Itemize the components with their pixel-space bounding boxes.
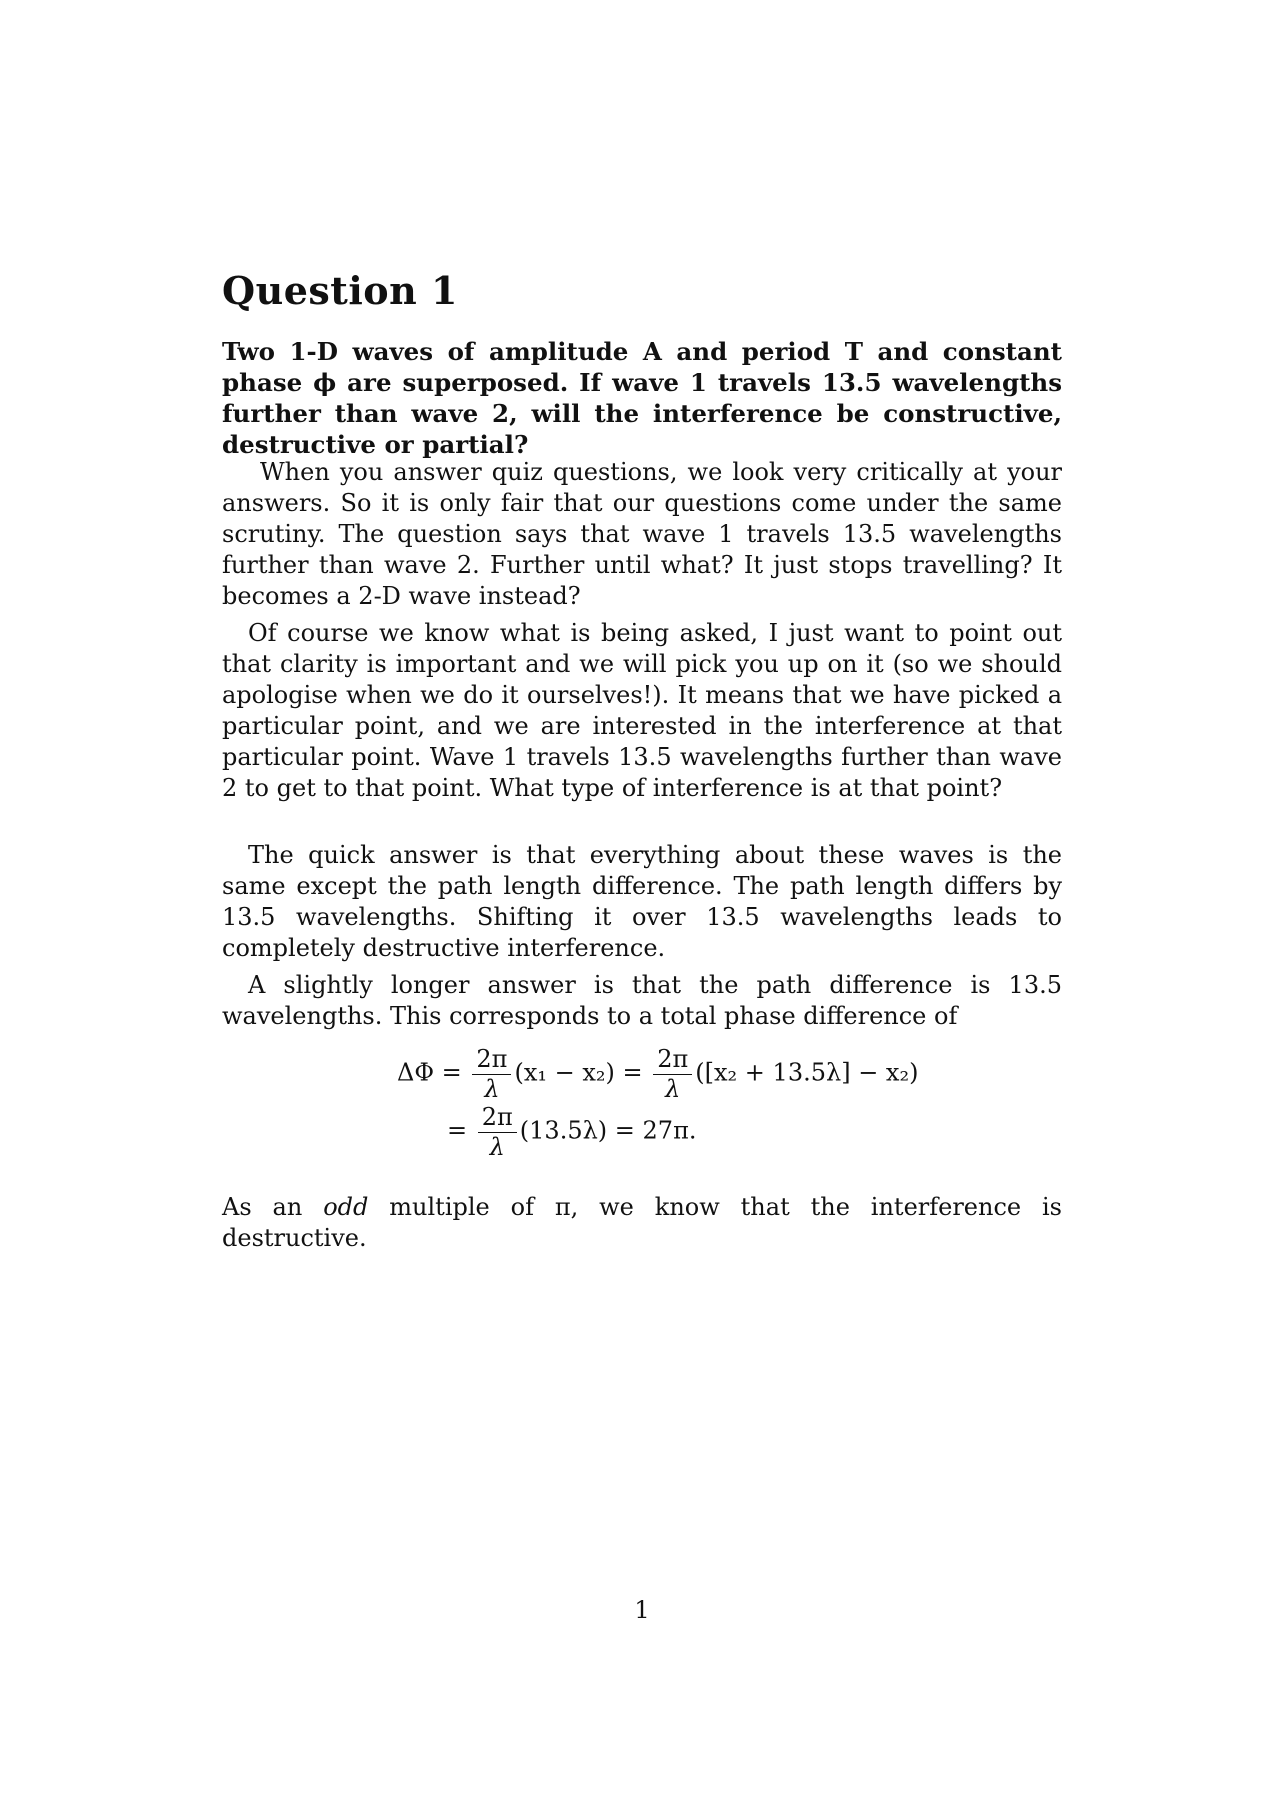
paragraph-clarity: Of course we know what is being asked, I just want to point out that clarity is important and we will pick you up on it (so we should apologise when we do it ourselves!). It means that we have picked a particular point, and we are interested in the interference at that particular point. Wave 1 travels 13.5 wavelengths further than wave 2 to get to that point. What type of interference is at that point? bbox=[222, 619, 1062, 802]
fraction-two-pi-over-lambda: $\frac{2\pi}{\lambda}$ bbox=[478, 1104, 517, 1160]
paragraph-longer-answer: A slightly longer answer is that the path difference is 13.5 wavelengths. This corresponds to a total phase difference of bbox=[222, 971, 1062, 1030]
equation-result: (13.5λ) = 27π. bbox=[519, 1116, 697, 1145]
paragraph-conclusion: As an odd multiple of π, we know that the interference is destructive. bbox=[222, 1193, 1062, 1252]
phase-difference-equation bbox=[222, 1046, 1062, 1176]
page-number: 1 bbox=[634, 1596, 650, 1624]
equation-term-x1-minus-x2: (x₁ − x₂) bbox=[514, 1058, 615, 1087]
fraction-two-pi-over-lambda: $\frac{2\pi}{\lambda}$ bbox=[653, 1046, 692, 1102]
equation-lhs: ΔΦ bbox=[397, 1058, 435, 1087]
equation-line-2: = $\frac{2\pi}{\lambda}$ (13.5λ) = 27π. bbox=[447, 1103, 697, 1161]
equation-line-1: ΔΦ = $\frac{2\pi}{\lambda}$ (x₁ − x₂) = $\frac{2\pi}{\lambda}$ ([x₂ + 13.5λ] − x₂) bbox=[397, 1045, 919, 1103]
fraction-two-pi-over-lambda: $\frac{2\pi}{\lambda}$ bbox=[472, 1046, 511, 1102]
question-statement: Two 1-D waves of amplitude A and period T and constant phase ϕ are superposed. If wave 1 travels 13.5 wavelengths further than wave 2, will the interference be constructive, destructive or partial? bbox=[222, 337, 1062, 459]
question-title: Question 1 bbox=[222, 268, 458, 313]
paragraph-quick-answer: The quick answer is that everything about these waves is the same except the path length difference. The path length differs by 13.5 wavelengths. Shifting it over 13.5 wavelengths leads to completely destructive interference. bbox=[222, 841, 1062, 962]
equation-term-substituted: ([x₂ + 13.5λ] − x₂) bbox=[695, 1058, 919, 1087]
paragraph-scrutiny: When you answer quiz questions, we look very critically at your answers. So it is only fair that our questions come under the same scrutiny. The question says that wave 1 travels 13.5 wavelengths further than wave 2. Further until what? It just stops travelling? It becomes a 2-D wave instead? bbox=[222, 458, 1062, 610]
emphasis-odd: odd bbox=[323, 1193, 369, 1221]
